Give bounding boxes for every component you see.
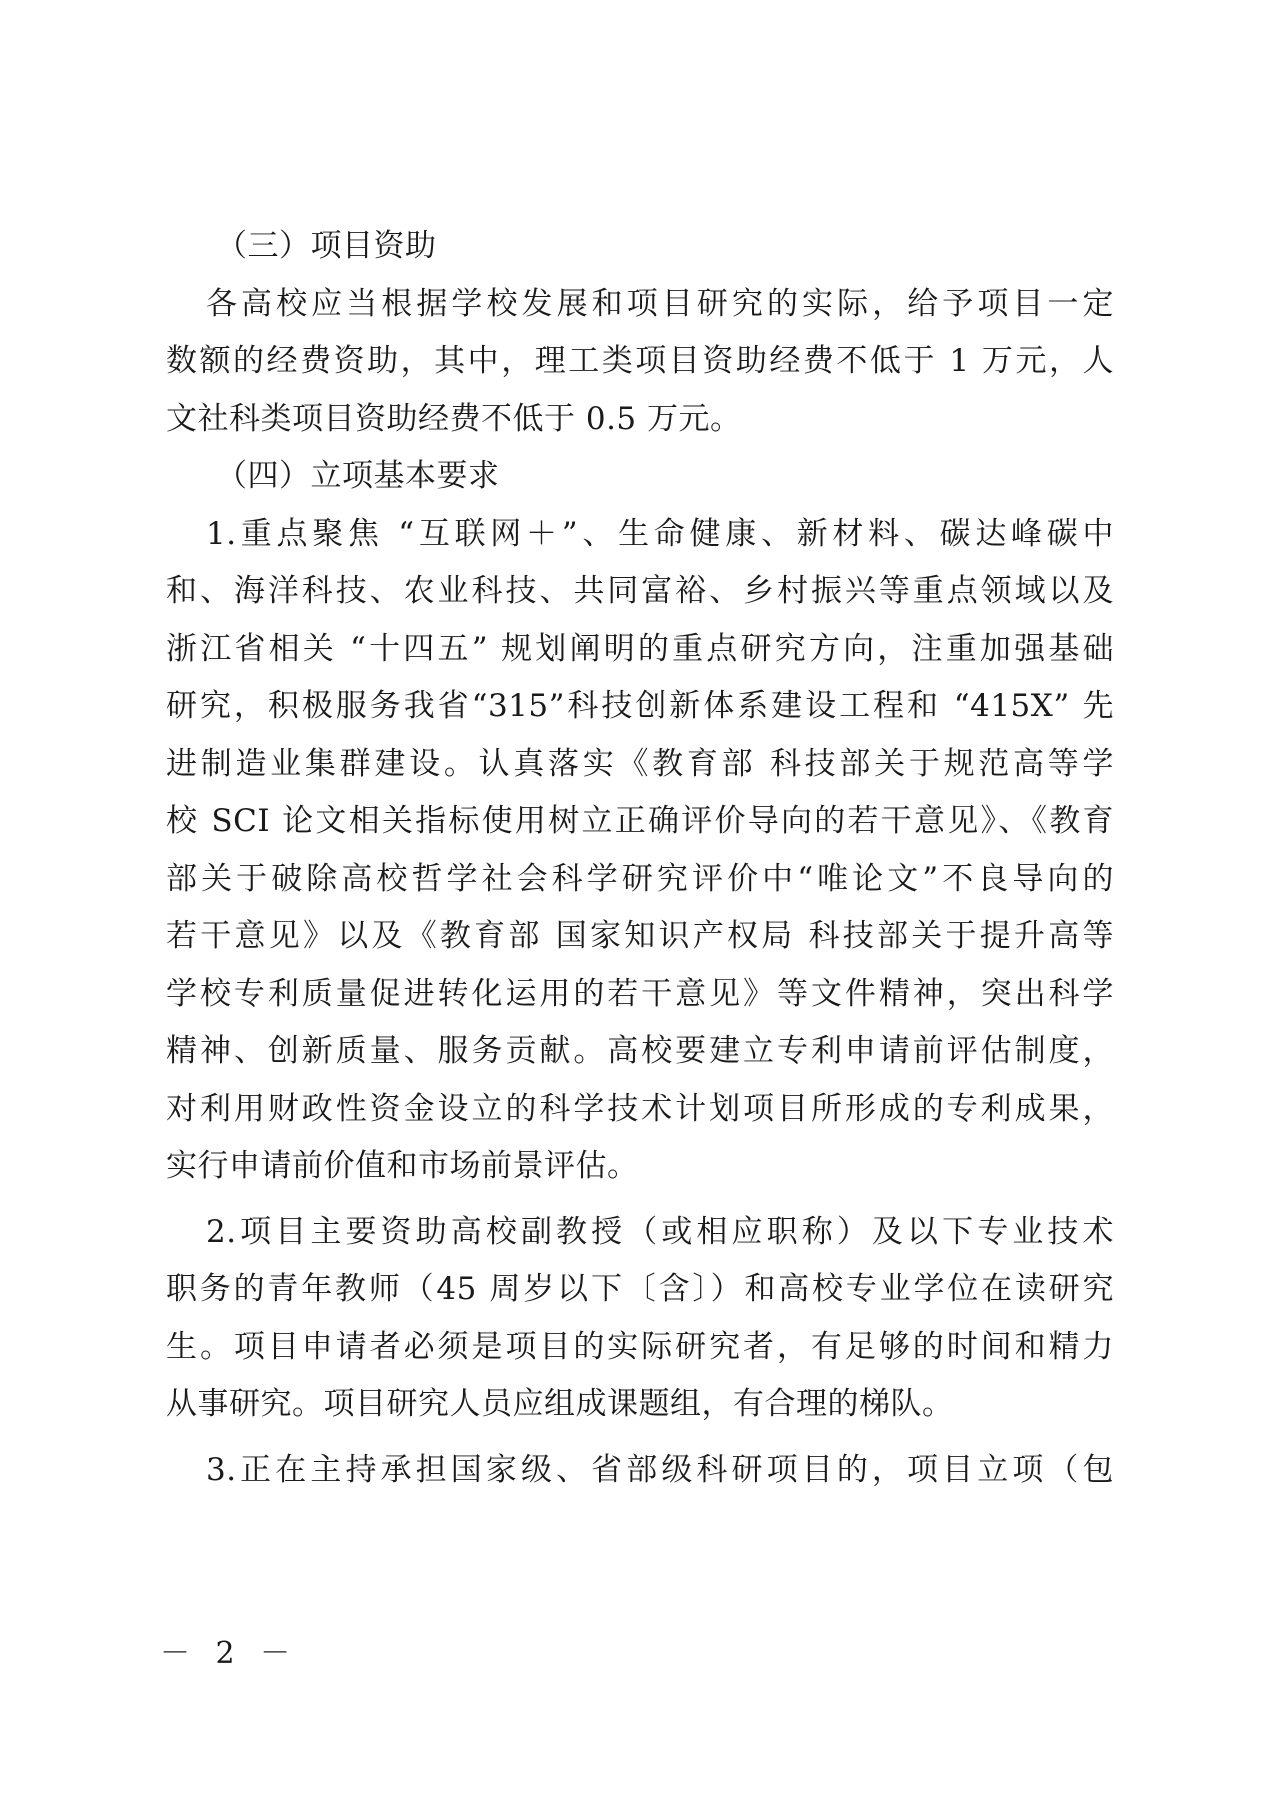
text-line: 研究，积极服务我省“315”科技创新体系建设工程和 “415X” 先 xyxy=(166,688,1114,724)
section-heading-requirements: （四）立项基本要求 xyxy=(216,458,500,494)
text-line: 数额的经费资助，其中，理工类项目资助经费不低于 1 万元，人 xyxy=(166,343,1114,379)
text-line: 和、海洋科技、农业科技、共同富裕、乡村振兴等重点领域以及 xyxy=(166,573,1114,609)
section-heading-funding: （三）项目资助 xyxy=(216,228,437,264)
text-line: 进制造业集群建设。认真落实《教育部 科技部关于规范高等学 xyxy=(166,745,1114,782)
text-line: 文社科类项目资助经费不低于 0.5 万元。 xyxy=(166,400,742,437)
paragraph-requirement-3 xyxy=(166,1442,1114,1500)
text-line: 部关于破除高校哲学社会科学研究评价中“唯论文”不良导向的 xyxy=(166,860,1114,897)
text-line: 精神、创新质量、服务贡献。高校要建立专利申请前评估制度， xyxy=(166,1033,1114,1069)
text-line: 学校专利质量促进转化运用的若干意见》等文件精神，突出科学 xyxy=(166,975,1114,1012)
text-line: 生。项目申请者必须是项目的实际研究者，有足够的时间和精力 xyxy=(166,1328,1114,1365)
text-line: 各高校应当根据学校发展和项目研究的实际，给予项目一定 xyxy=(206,285,1114,322)
text-line: 从事研究。项目研究人员应组成课题组，有合理的梯队。 xyxy=(166,1386,954,1422)
text-line: 3.正在主持承担国家级、省部级科研项目的，项目立项（包 xyxy=(206,1451,1114,1488)
document-body xyxy=(166,218,1114,1499)
paragraph-requirement-2 xyxy=(166,1204,1114,1434)
text-line: 实行申请前价值和市场前景评估。 xyxy=(166,1148,639,1184)
page-number: － 2 － xyxy=(160,1636,299,1671)
text-line: 若干意见》以及《教育部 国家知识产权局 科技部关于提升高等 xyxy=(166,918,1114,954)
paragraph-funding xyxy=(166,276,1114,449)
text-line: 职务的青年教师（45 周岁以下〔含〕）和高校专业学位在读研究 xyxy=(166,1271,1114,1307)
text-line: 1.重点聚焦 “互联网＋”、生命健康、新材料、碳达峰碳中 xyxy=(206,515,1114,552)
text-line: 对利用财政性资金设立的科学技术计划项目所形成的专利成果， xyxy=(166,1090,1114,1127)
paragraph-requirement-1 xyxy=(166,506,1114,1196)
text-line: 2.项目主要资助高校副教授（或相应职称）及以下专业技术 xyxy=(206,1213,1114,1250)
text-line: 校 SCI 论文相关指标使用树立正确评价导向的若干意见》、《教育 xyxy=(166,803,1114,839)
text-line: 浙江省相关 “十四五” 规划阐明的重点研究方向，注重加强基础 xyxy=(166,630,1114,667)
